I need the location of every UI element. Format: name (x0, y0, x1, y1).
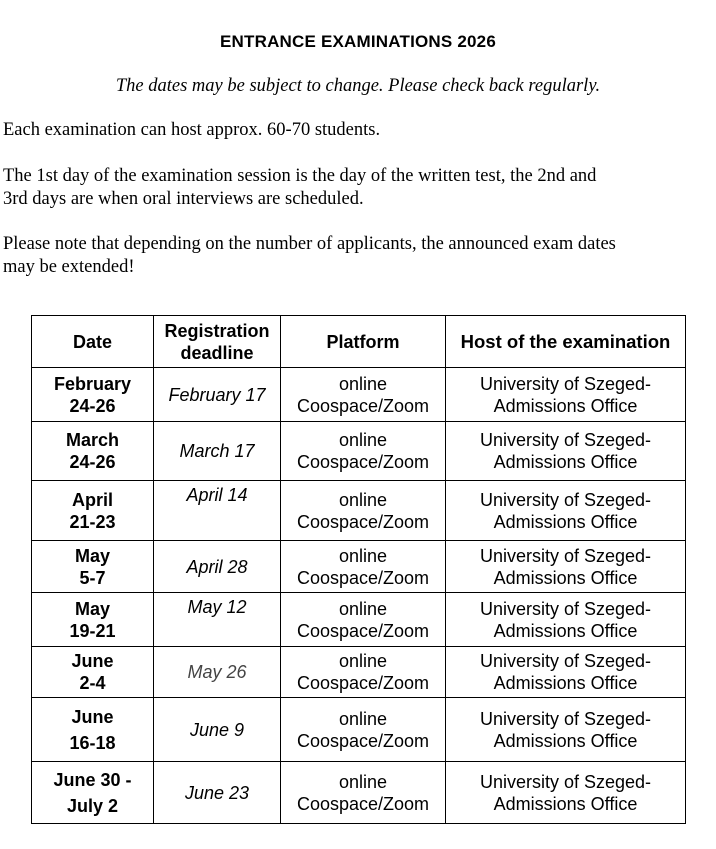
registration-deadline: March 17 (154, 422, 281, 481)
registration-deadline: May 26 (154, 647, 281, 698)
exam-date-month: June 30 - (53, 769, 132, 790)
platform-mode: online (338, 651, 388, 671)
exam-date (32, 762, 154, 824)
page-title: ENTRANCE EXAMINATIONS 2026 (220, 32, 496, 51)
exam-date-month: April (71, 489, 113, 510)
host-cell (446, 762, 686, 824)
exam-date-days: July 2 (66, 795, 119, 816)
exam-date (32, 698, 154, 762)
host-cell (446, 593, 686, 647)
host-university: University of Szeged- (479, 545, 652, 566)
host-cell (446, 698, 686, 762)
exam-date-month: June (71, 706, 114, 727)
platform-tool: Coospace/Zoom (296, 511, 430, 532)
host-cell (446, 368, 686, 422)
host-office: Admissions Office (493, 620, 638, 641)
host-office: Admissions Office (493, 673, 638, 693)
registration-deadline: February 17 (154, 368, 281, 422)
platform-mode: online (338, 598, 388, 619)
exam-date-days: 21-23 (69, 511, 116, 532)
host-university: University of Szeged- (479, 489, 652, 510)
exam-date-days: 24-26 (69, 395, 116, 416)
exam-date (32, 368, 154, 422)
host-university: University of Szeged- (479, 373, 652, 394)
header-deadline-line-1: Registration (164, 320, 270, 341)
platform-tool: Coospace/Zoom (296, 567, 430, 588)
session-days-note (3, 165, 716, 211)
exam-date-days: 19-21 (69, 620, 116, 641)
table-row (32, 647, 686, 698)
host-university: University of Szeged- (479, 651, 652, 671)
host-office: Admissions Office (493, 395, 638, 416)
exam-date-month: June (71, 651, 114, 671)
exam-date (32, 593, 154, 647)
exam-date (32, 422, 154, 481)
host-cell (446, 481, 686, 541)
host-office: Admissions Office (493, 793, 638, 814)
host-university: University of Szeged- (479, 598, 652, 619)
platform-cell (281, 698, 446, 762)
platform-tool: Coospace/Zoom (296, 452, 430, 472)
extension-line-1: Please note that depending on the number of applicants, the announced exam dates (3, 234, 616, 254)
platform-mode: online (338, 489, 388, 510)
header-platform: Platform (281, 316, 446, 368)
host-office: Admissions Office (493, 452, 638, 472)
exam-date-days: 24-26 (69, 452, 116, 472)
header-date: Date (32, 316, 154, 368)
table-row (32, 541, 686, 593)
exam-date-month: March (65, 430, 119, 450)
platform-mode: online (338, 430, 388, 450)
platform-mode: online (338, 545, 388, 566)
extension-note (3, 233, 716, 279)
table-row (32, 422, 686, 481)
table-header-row (32, 316, 686, 368)
table-row (32, 762, 686, 824)
exam-schedule-table (31, 315, 686, 824)
registration-deadline: May 12 (154, 593, 281, 647)
exam-date-month: May (74, 598, 110, 619)
table-row (32, 698, 686, 762)
registration-deadline: June 23 (154, 762, 281, 824)
registration-deadline: April 28 (154, 541, 281, 593)
host-university: University of Szeged- (479, 708, 652, 729)
session-days-line-2: 3rd days are when oral interviews are scheduled. (3, 189, 364, 209)
platform-cell (281, 762, 446, 824)
capacity-note: Each examination can host approx. 60-70 students. (3, 120, 381, 140)
header-deadline-line-2: deadline (180, 342, 254, 363)
registration-deadline: June 9 (154, 698, 281, 762)
host-university: University of Szeged- (479, 771, 652, 792)
platform-tool: Coospace/Zoom (296, 395, 430, 416)
platform-cell (281, 368, 446, 422)
platform-cell (281, 541, 446, 593)
host-cell (446, 422, 686, 481)
host-office: Admissions Office (493, 511, 638, 532)
session-days-line-1: The 1st day of the examination session is the day of the written test, the 2nd and (3, 166, 597, 186)
platform-tool: Coospace/Zoom (296, 793, 430, 814)
exam-date-days: 5-7 (79, 567, 106, 588)
exam-date (32, 647, 154, 698)
exam-date-month: February (53, 373, 132, 394)
host-office: Admissions Office (493, 567, 638, 588)
platform-tool: Coospace/Zoom (296, 673, 430, 693)
host-cell (446, 647, 686, 698)
table-row (32, 481, 686, 541)
exam-date-days: 16-18 (69, 732, 116, 753)
platform-tool: Coospace/Zoom (296, 620, 430, 641)
exam-date (32, 541, 154, 593)
table-row (32, 593, 686, 647)
platform-cell (281, 593, 446, 647)
exam-date-days: 2-4 (79, 673, 106, 693)
platform-cell (281, 481, 446, 541)
header-deadline (154, 316, 281, 368)
table-row (32, 368, 686, 422)
host-cell (446, 541, 686, 593)
platform-tool: Coospace/Zoom (296, 730, 430, 751)
registration-deadline: April 14 (154, 481, 281, 541)
platform-cell (281, 647, 446, 698)
platform-cell (281, 422, 446, 481)
host-university: University of Szeged- (479, 430, 652, 450)
header-host: Host of the examination (446, 316, 686, 368)
extension-line-2: may be extended! (3, 257, 135, 277)
platform-mode: online (338, 373, 388, 394)
exam-date-month: May (74, 545, 110, 566)
platform-mode: online (338, 708, 388, 729)
platform-mode: online (338, 771, 388, 792)
exam-date (32, 481, 154, 541)
host-office: Admissions Office (493, 730, 638, 751)
page-subtitle: The dates may be subject to change. Please check back regularly. (115, 76, 601, 96)
